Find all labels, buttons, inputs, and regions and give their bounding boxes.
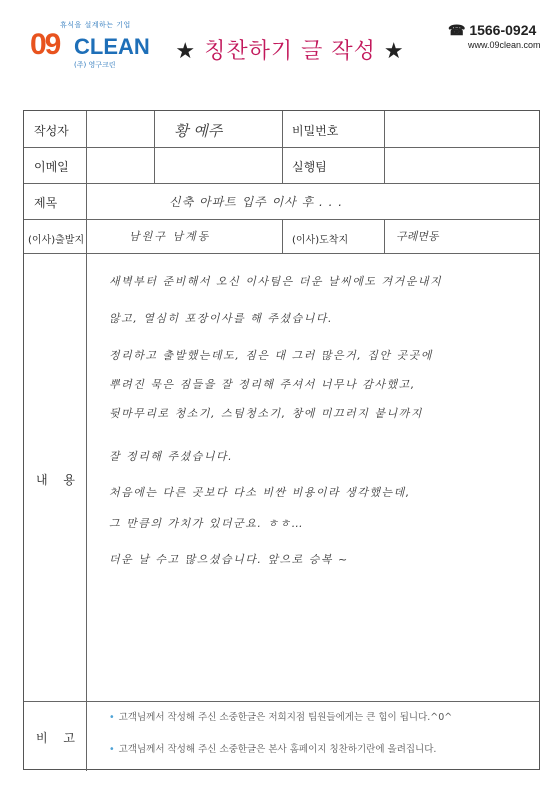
col-divider [154, 111, 155, 183]
bullet-icon: • [109, 712, 115, 723]
logo-word: CLEAN [74, 34, 150, 59]
col-divider [384, 111, 385, 183]
col-divider [384, 219, 385, 253]
row-divider [24, 183, 539, 184]
website-url: www.09clean.com [468, 40, 541, 50]
author-label: 작성자 [34, 124, 69, 138]
row-divider [24, 701, 539, 702]
subject-label: 제목 [34, 196, 58, 210]
destination-value: 구례면동 [396, 230, 439, 243]
star-icon: ★ [175, 39, 197, 64]
note-text: 고객님께서 작성해 주신 소중한글은 본사 홈페이지 칭찬하기란에 올려집니다. [118, 744, 437, 755]
row-divider [24, 253, 539, 254]
company-logo [30, 20, 150, 75]
subject-value: 신축 아파트 입주 이사 후 . . . [169, 195, 344, 209]
page-title [150, 34, 430, 65]
col-divider [86, 111, 87, 771]
author-value: 황 예주 [174, 122, 223, 140]
origin-value: 남원구 남계동 [129, 230, 211, 243]
bullet-icon: • [109, 744, 115, 755]
logo-company: (주) 영구크린 [74, 61, 116, 69]
note-item [109, 709, 452, 723]
content-line: 뿌려진 묵은 짐들을 잘 정리해 주셔서 너무나 감사했고, [109, 378, 416, 391]
content-line: 않고, 열심히 포장이사를 해 주셨습니다. [109, 312, 333, 325]
note-item [109, 741, 436, 755]
content-line: 처음에는 다른 곳보다 다소 비싼 비용이라 생각했는데, [109, 486, 411, 499]
content-line: 더운 날 수고 많으셨습니다. 앞으로 승복 ~ [109, 553, 349, 566]
logo-tagline: 휴식을 설계하는 기업 [60, 21, 131, 29]
destination-label: (이사)도착지 [292, 235, 349, 246]
note-text: 고객님께서 작성해 주신 소중한글은 저희지점 팀원들에게는 큰 힘이 됩니다.^0^ [118, 712, 453, 723]
logo-mark: 09 [30, 28, 60, 61]
content-label: 내 용 [36, 473, 81, 487]
content-line: 잘 정리해 주셨습니다. [109, 450, 234, 463]
content-line: 새벽부터 준비해서 오신 이사팀은 더운 날씨에도 겨거운내지 [109, 275, 443, 288]
content-line: 정리하고 출발했는데도, 짐은 대 그러 많은거, 집안 곳곳에 [109, 349, 433, 362]
title-text: 칭찬하기 글 작성 [204, 39, 376, 64]
remarks-label: 비 고 [36, 731, 81, 745]
password-label: 비밀번호 [292, 124, 339, 138]
phone-number: ☎ 1566-0924 [448, 22, 537, 38]
col-divider [282, 219, 283, 253]
team-label: 실행팀 [292, 160, 327, 174]
email-label: 이메일 [34, 160, 69, 174]
origin-label: (이사)출발지 [28, 235, 85, 246]
content-line: 그 만큼의 가치가 있더군요. ㅎㅎ… [109, 517, 305, 530]
content-line: 뒷마무리로 청소기, 스팀청소기, 창에 미끄러지 붙니까지 [109, 407, 423, 420]
compliment-form [23, 110, 540, 770]
col-divider [282, 111, 283, 183]
star-icon: ★ [383, 39, 405, 64]
